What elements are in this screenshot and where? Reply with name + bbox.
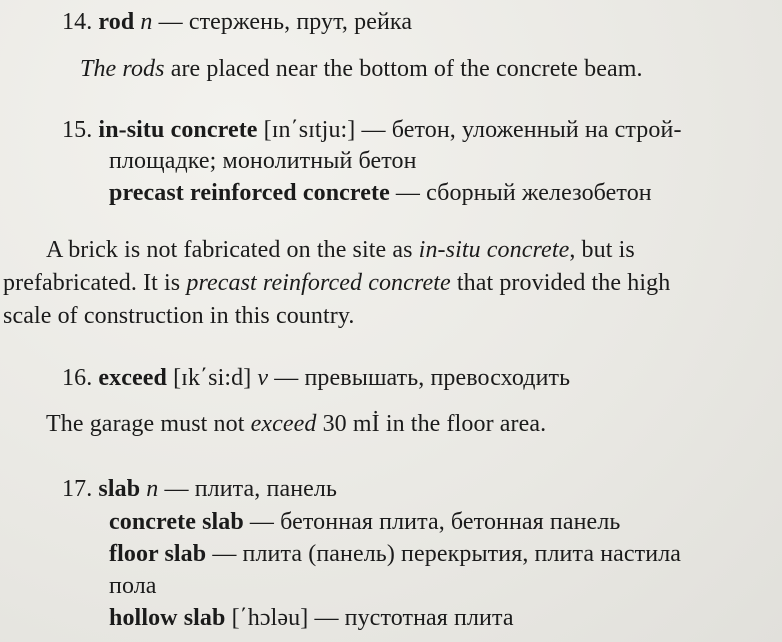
sub-definition: — плита (панель) перекрытия, плита настила — [206, 541, 682, 567]
entry-17-subentry-2-cont — [109, 572, 157, 600]
definition: — превышать, превосходить — [268, 365, 571, 391]
entry-17-heading — [62, 475, 337, 503]
entry-number: 17. — [62, 476, 93, 502]
entry-17-subentry-3 — [109, 604, 514, 632]
example-text: that provided the high — [450, 270, 671, 296]
sub-term: floor slab — [109, 541, 207, 567]
sub-definition: — пустотная плита — [308, 605, 514, 631]
entry-16-heading — [62, 364, 570, 392]
sub-term: precast reinforced concrete — [109, 180, 390, 206]
sub-term: hollow slab — [109, 605, 226, 631]
example-emphasis: The rods — [80, 56, 165, 82]
entry-15-example-line2 — [3, 269, 670, 297]
example-text: are placed near the bottom of the concrete beam. — [164, 56, 643, 82]
example-emphasis: in-situ concrete — [418, 237, 570, 263]
example-emphasis: precast reinforced concrete — [186, 270, 451, 296]
example-emphasis: exceed — [250, 411, 317, 437]
definition: — плита, панель — [158, 476, 338, 502]
example-text: 30 mİ in the floor area. — [316, 411, 547, 437]
example-text: A brick is not fabricated on the site as — [46, 237, 419, 263]
entry-number: 16. — [62, 365, 93, 391]
sub-definition: — бетонная плита, бетонная панель — [243, 509, 621, 535]
entry-term: exceed — [98, 365, 167, 391]
sub-term: concrete slab — [109, 509, 244, 535]
example-text: scale of construction in this country. — [3, 303, 355, 329]
example-text: The garage must not — [46, 411, 251, 437]
entry-16-example — [46, 410, 546, 438]
entry-17-subentry-2 — [109, 540, 681, 568]
entry-15-example-line1 — [46, 236, 635, 264]
entry-number: 15. — [62, 117, 93, 143]
example-text: , but is — [569, 237, 635, 263]
entry-term: slab — [98, 476, 141, 502]
entry-number: 14. — [62, 9, 93, 35]
definition: — бетон, уложенный на строй- — [355, 117, 682, 143]
sub-definition: — сборный железобетон — [389, 180, 652, 206]
transcription: [ɪn΄sɪtju:] — [257, 117, 356, 143]
entry-14-heading — [62, 8, 412, 36]
sub-definition: пола — [109, 573, 157, 599]
entry-15-definition-cont — [109, 147, 417, 175]
entry-14-example — [80, 55, 643, 83]
transcription: [΄hɔləu] — [225, 605, 309, 631]
entry-term: in-situ concrete — [98, 117, 258, 143]
definition: — стержень, прут, рейка — [152, 9, 413, 35]
definition: площадке; монолитный бетон — [109, 148, 417, 174]
entry-term: rod — [98, 9, 135, 35]
entry-15-heading — [62, 116, 682, 144]
part-of-speech: v — [257, 365, 269, 391]
example-text: prefabricated. It is — [3, 270, 187, 296]
entry-15-subentry — [109, 179, 652, 207]
part-of-speech: n — [146, 476, 159, 502]
entry-17-subentry-1 — [109, 508, 620, 536]
transcription: [ɪk΄si:d] — [166, 365, 252, 391]
part-of-speech: n — [140, 9, 153, 35]
entry-15-example-line3 — [3, 302, 355, 330]
